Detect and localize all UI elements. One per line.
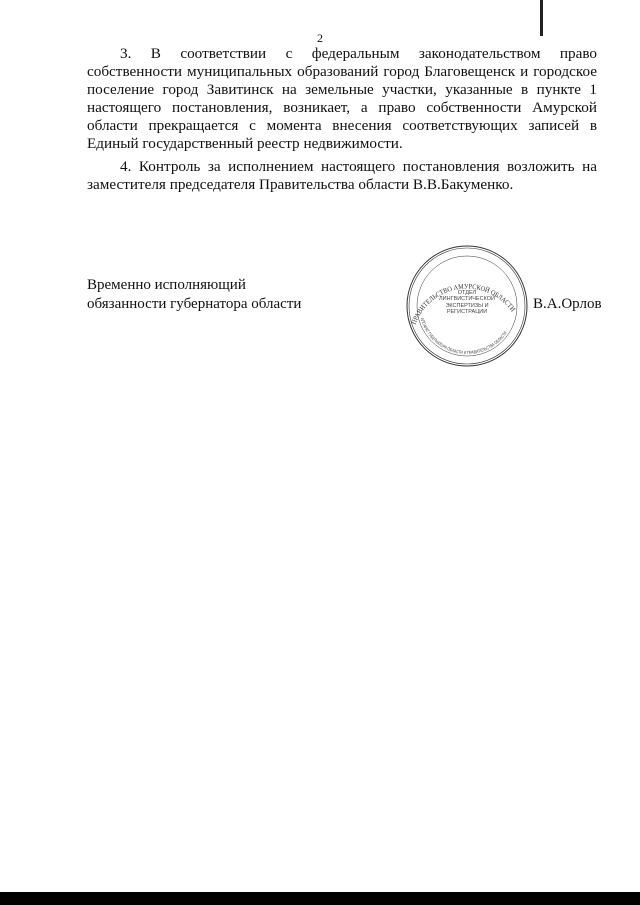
signatory-title-line2: обязанности губернатора области xyxy=(87,296,302,312)
paragraph-4-line: заместителя председателя Правительства области В.В.Бакуменко. xyxy=(87,176,514,193)
paragraph-3-line: настоящего постановления, возникает, а право собственности Амурской xyxy=(87,99,597,116)
stamp-outer-text: ПРАВИТЕЛЬСТВО АМУРСКОЙ ОБЛАСТИ xyxy=(409,282,518,326)
paragraph-3-line: 3. В соответствии с федеральным законодательством право xyxy=(120,45,597,62)
page-number: 2 xyxy=(317,31,323,45)
paragraph-3-line: поселение город Завитинск на земельные участки, указанные в пункте 1 xyxy=(87,81,597,98)
signatory-name: В.А.Орлов xyxy=(533,296,602,312)
official-seal-stamp xyxy=(405,244,529,368)
paragraph-3-line: собственности муниципальных образований город Благовещенск и городское xyxy=(87,63,597,80)
scan-mark xyxy=(540,0,543,36)
scan-bottom-edge xyxy=(0,892,640,905)
stamp-center-text: ОТДЕЛ ЛИНГВИСТИЧЕСКОЙ ЭКСПЕРТИЗЫ И РЕГИСТРАЦИИ xyxy=(439,290,495,315)
stamp-inner-text: АППАРАТ ГУБЕРНАТОРА ОБЛАСТИ И ПРАВИТЕЛЬСТВА ОБЛАСТИ xyxy=(419,317,509,356)
paragraph-4-line: 4. Контроль за исполнением настоящего постановления возложить на xyxy=(120,158,597,175)
paragraph-3-line: Единый государственный реестр недвижимости. xyxy=(87,135,403,152)
signatory-title-line1: Временно исполняющий xyxy=(87,277,246,293)
paragraph-3-line: области прекращается с момента внесения соответствующих записей в xyxy=(87,117,597,134)
svg-text:АППАРАТ ГУБЕРНАТОРА ОБЛАСТИ И xyxy=(420,317,508,355)
